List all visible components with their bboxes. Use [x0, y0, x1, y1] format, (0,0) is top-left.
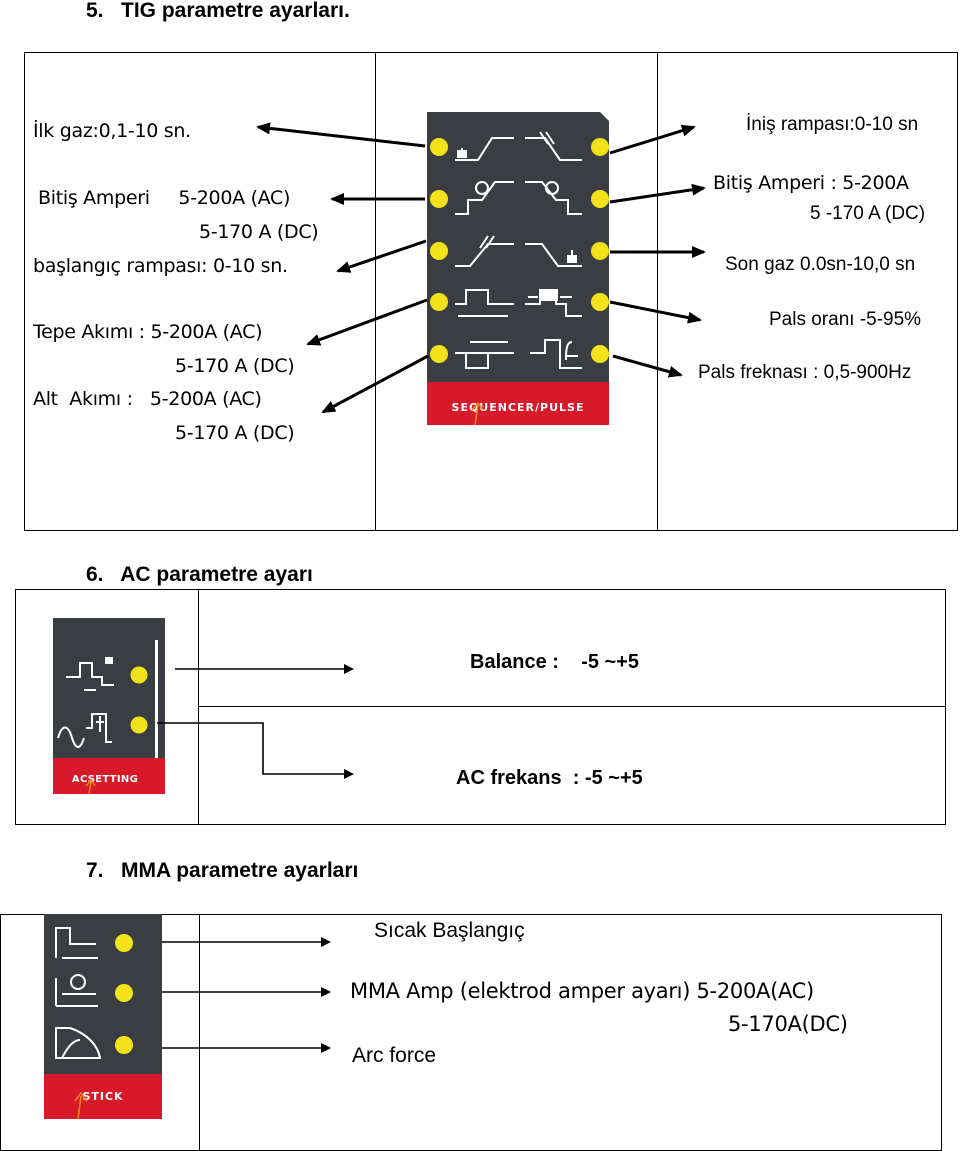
- mma-amp-dc: 5-170A(DC): [728, 1012, 848, 1036]
- tig-alt-akimi: Alt Akımı : 5-200A (AC): [33, 388, 262, 410]
- tig-ilk-gaz: İlk gaz:0,1-10 sn.: [33, 120, 191, 142]
- ac-panel-label: ACSETTING: [71, 774, 139, 785]
- tig-led-alt-akimi[interactable]: [430, 345, 448, 363]
- tig-led-pals-orani[interactable]: [591, 293, 609, 311]
- tig-pals-orani: Pals oranı -5-95%: [769, 309, 922, 330]
- tig-led-tepe-akimi[interactable]: [430, 293, 448, 311]
- tig-bitis-amperi-left-dc: 5-170 A (DC): [199, 221, 319, 243]
- tig-son-gaz: Son gaz 0.0sn-10,0 sn: [725, 254, 916, 275]
- tig-control-panel: [427, 112, 609, 425]
- mma-control-panel: [44, 914, 162, 1119]
- tig-led-son-gaz[interactable]: [591, 242, 609, 260]
- tig-bitis-amperi-right: Bitiş Amperi : 5-200A: [713, 172, 909, 194]
- ac-panel-white-bar: [155, 640, 158, 758]
- tig-led-pals-frekansi[interactable]: [591, 345, 609, 363]
- tig-led-ilk-gaz[interactable]: [430, 138, 448, 156]
- ac-frekans: AC frekans : -5 ~+5: [456, 767, 643, 789]
- tig-inis-rampasi: İniş rampası:0-10 sn: [746, 114, 919, 135]
- ac-led-frequency[interactable]: [131, 717, 148, 734]
- mma-arrows: [162, 942, 329, 1048]
- tig-alt-akimi-dc: 5-170 A (DC): [175, 422, 295, 444]
- mma-panel-label: STICK: [82, 1090, 124, 1103]
- tig-led-baslangic-rampasi[interactable]: [430, 242, 448, 260]
- mma-heading: 7. MMA parametre ayarları: [86, 859, 359, 882]
- mma-sicak-baslangic: Sıcak Başlangıç: [374, 919, 525, 942]
- tig-tepe-akimi: Tepe Akımı : 5-200A (AC): [33, 321, 263, 343]
- ac-arrows: [157, 669, 352, 774]
- tig-pals-freknasi: Pals freknası : 0,5-900Hz: [698, 362, 912, 383]
- ac-control-panel: [53, 618, 165, 794]
- mma-amp: MMA Amp (elektrod amper ayarı) 5-200A(AC): [350, 979, 814, 1003]
- mma-arc-force: Arc force: [352, 1044, 437, 1067]
- tig-tepe-akimi-dc: 5-170 A (DC): [175, 355, 295, 377]
- tig-led-bitis-amperi[interactable]: [591, 190, 609, 208]
- tig-baslangic-rampasi: başlangıç rampası: 0-10 sn.: [33, 255, 288, 277]
- mma-led-hot-start[interactable]: [115, 934, 133, 952]
- ac-heading: 6. AC parametre ayarı: [86, 563, 313, 586]
- ac-led-balance[interactable]: [131, 667, 148, 684]
- ac-balance: Balance : -5 ~+5: [470, 651, 639, 673]
- mma-led-amp[interactable]: [115, 984, 133, 1002]
- tig-heading: 5. TIG parametre ayarları.: [86, 0, 350, 22]
- tig-led-baslangic-amperi[interactable]: [430, 190, 448, 208]
- tig-bitis-amperi-left: Bitiş Amperi 5-200A (AC): [38, 187, 291, 209]
- tig-bitis-amperi-right-dc: 5 -170 A (DC): [810, 203, 926, 224]
- mma-led-arc-force[interactable]: [115, 1036, 133, 1054]
- tig-panel-label: SEQUENCER/PULSE: [451, 401, 585, 414]
- tig-led-inis-rampasi[interactable]: [591, 138, 609, 156]
